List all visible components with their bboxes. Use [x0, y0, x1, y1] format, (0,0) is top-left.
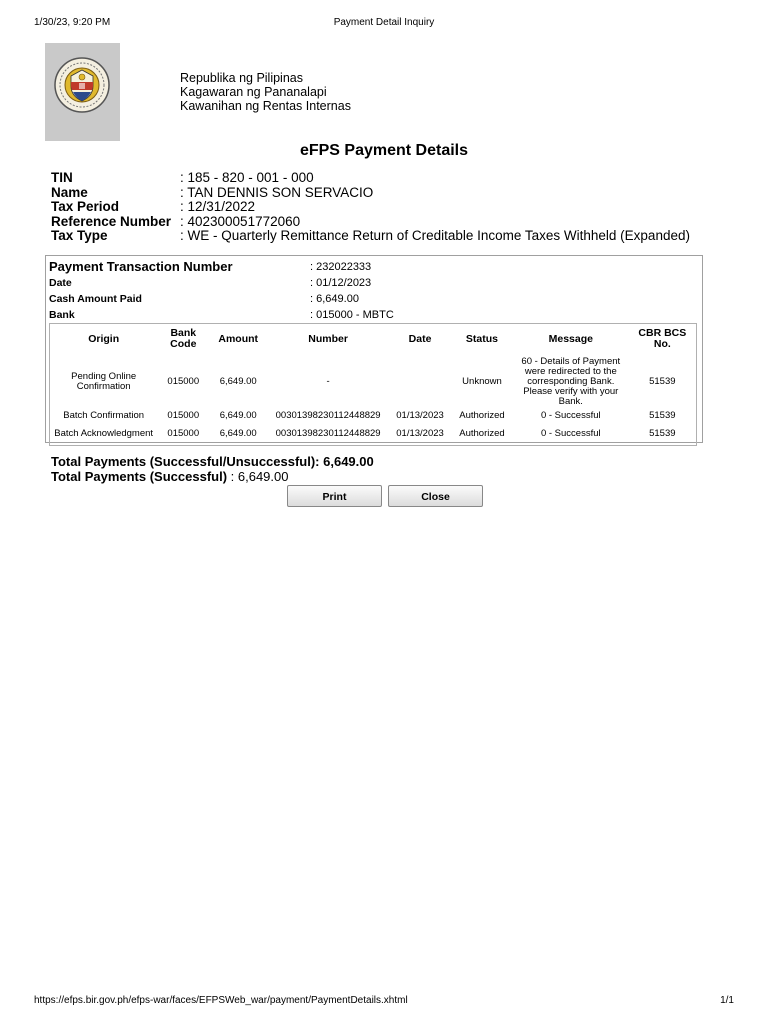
cell-origin: Pending Online Confirmation: [71, 370, 137, 392]
cell-cbr-bcs: 51539: [649, 410, 676, 421]
bank-value: : 015000 - MBTC: [310, 309, 394, 321]
tin-row: [51, 171, 690, 186]
agency-line-3: Kawanihan ng Rentas Internas: [180, 99, 351, 113]
close-button[interactable]: Close: [388, 485, 483, 507]
ptn-label: Payment Transaction Number: [49, 259, 233, 274]
tax-period-label: Tax Period: [51, 199, 120, 215]
cell-date: 01/13/2023: [396, 427, 444, 439]
total-successful-label: Total Payments (Successful): [51, 469, 228, 484]
agency-line-1: Republika ng Pilipinas: [180, 71, 303, 85]
cell-date: [389, 354, 451, 409]
agency-name: [180, 71, 351, 113]
cell-bank-code: 015000: [167, 410, 200, 421]
cell-origin: Batch Confirmation: [63, 410, 145, 421]
print-timestamp: 1/30/23, 9:20 PM: [34, 17, 111, 28]
cell-status: Authorized: [459, 410, 505, 421]
payment-transaction-panel: [45, 255, 703, 443]
total-all-payments: Total Payments (Successful/Unsuccessful): 6,649.00: [51, 454, 374, 469]
col-origin: Origin: [88, 332, 120, 345]
cell-amount: 6,649.00: [219, 427, 257, 439]
agency-line-2: Kagawaran ng Pananalapi: [180, 85, 327, 99]
cell-date: 01/13/2023: [396, 410, 444, 421]
total-successful-value: : 6,649.00: [227, 469, 289, 484]
cell-amount: 6,649.00: [219, 410, 257, 421]
cell-cbr-bcs: 51539: [649, 375, 676, 387]
tax-type-label: Tax Type: [51, 228, 108, 244]
page-title-text: eFPS Payment Details: [299, 142, 469, 159]
cell-message: 0 - Successful: [540, 410, 601, 421]
print-footer: [34, 995, 734, 1009]
cell-message: 0 - Successful: [540, 427, 601, 439]
print-header: [34, 17, 734, 31]
tax-period-row: [51, 200, 690, 215]
col-number: Number: [308, 332, 348, 345]
reference-number-label: Reference Number: [51, 213, 172, 229]
cell-amount: 6,649.00: [219, 375, 257, 387]
cell-message: 60 - Details of Payment were redirected to the corresponding Bank. Please verify with your Bank.: [521, 355, 621, 407]
cash-amount-label: Cash Amount Paid: [49, 293, 142, 305]
table-row: [50, 423, 697, 445]
cell-status: Unknown: [462, 375, 502, 387]
cell-number: 00301398230112448829: [275, 410, 381, 421]
col-bank-code: Bank Code: [170, 327, 197, 350]
cell-bank-code: 015000: [167, 375, 200, 387]
reference-number-row: [51, 215, 690, 230]
bir-seal-icon: [53, 56, 111, 114]
print-page-title: Payment Detail Inquiry: [333, 17, 435, 28]
tax-period-value: : 12/31/2022: [180, 199, 256, 215]
bir-logo: [45, 43, 120, 141]
payment-detail-table: [49, 323, 697, 446]
name-label: Name: [51, 184, 88, 200]
totals: [51, 454, 374, 484]
cell-origin: Batch Acknowledgment: [54, 427, 154, 439]
cash-amount-value: : 6,649.00: [310, 293, 359, 305]
txn-date-label: Date: [49, 277, 72, 289]
page-title: [0, 142, 768, 160]
cell-cbr-bcs: 51539: [649, 427, 676, 439]
reference-number-value: : 402300051772060: [180, 213, 301, 229]
tin-value: : 185 - 820 - 001 - 000: [180, 170, 314, 185]
txn-date-value: : 01/12/2023: [310, 277, 372, 289]
table-row: [50, 409, 697, 423]
name-value: : TAN DENNIS SON SERVACIO: [180, 184, 374, 200]
page-number: 1/1: [720, 995, 734, 1006]
ptn-value: : 232022333: [310, 261, 372, 273]
table-header-row: [50, 324, 697, 355]
col-status: Status: [465, 332, 499, 345]
name-row: [51, 186, 690, 201]
total-successful-row: [51, 469, 374, 484]
tax-type-row: [51, 229, 690, 244]
col-message: Message: [548, 332, 593, 345]
bank-label: Bank: [49, 309, 75, 321]
tax-type-value: : WE - Quarterly Remittance Return of Creditable Income Taxes Withheld (Expanded): [180, 228, 690, 244]
cell-number: 00301398230112448829: [275, 427, 381, 439]
col-cbr-bcs: CBR BCS No.: [638, 327, 687, 350]
taxpayer-info: [51, 171, 690, 244]
cell-number: -: [326, 375, 330, 387]
col-amount: Amount: [218, 332, 259, 345]
table-row: [50, 354, 697, 409]
tin-label: TIN: [51, 170, 73, 185]
cell-bank-code: 015000: [167, 427, 200, 439]
print-button[interactable]: Print: [287, 485, 382, 507]
cell-status: Authorized: [459, 427, 505, 439]
col-date: Date: [408, 332, 432, 345]
page-url: https://efps.bir.gov.ph/efps-war/faces/EFPSWeb_war/payment/PaymentDetails.xhtml: [34, 995, 408, 1006]
